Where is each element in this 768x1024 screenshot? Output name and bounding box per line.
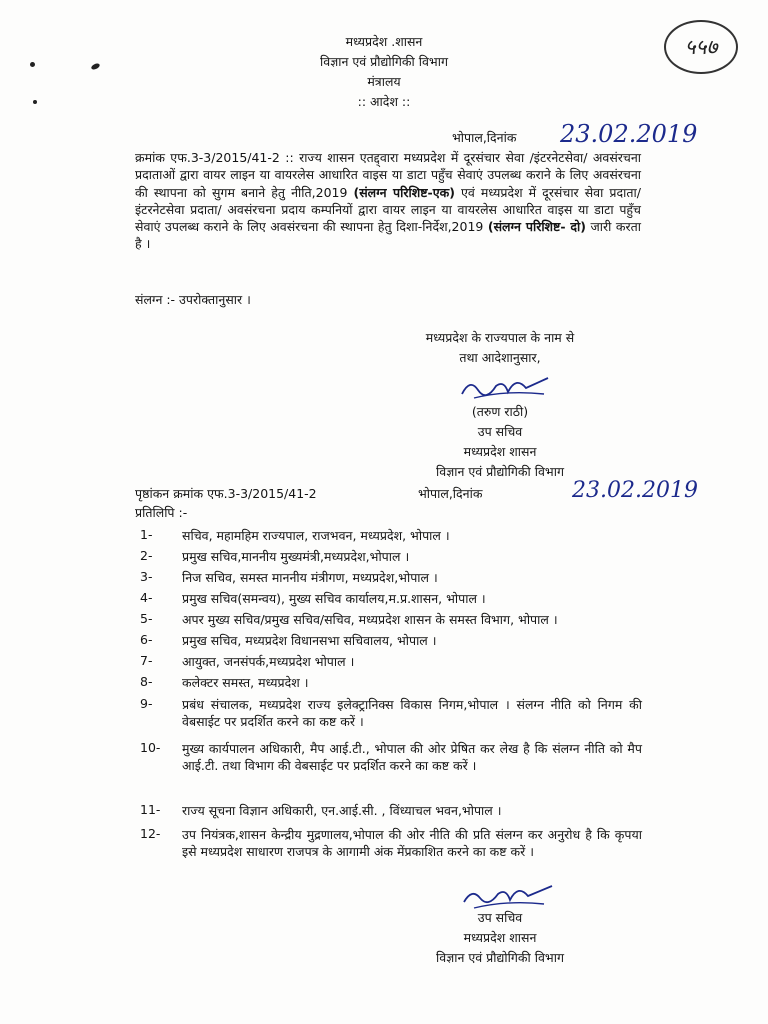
- endorsement-ref: पृष्ठांकन क्रमांक एफ.3-3/2015/41-2: [135, 486, 317, 501]
- header-department: विज्ञान एवं प्रौद्योगिकी विभाग: [320, 54, 448, 69]
- list-item: प्रमुख सचिव, मध्यप्रदेश विधानसभा सचिवालय, भोपाल ।: [182, 633, 437, 648]
- order-body-1: राज्य शासन एतद्द्वारा मध्यप्रदेश में दूरसंचार सेवा /इंटरनेटसेवा/ अवसंरचना प्रदाताओं द्वारा वायर लाइन या वायरलेस आधारित वाइस या डाटा पहुँच सेवाएं उपलब्ध कराने के लिए अवसंरचना की स्थापना को सुगम बनाने हेतु नीति,2019: [135, 150, 642, 200]
- by-order-line: तथा आदेशानुसार,: [459, 350, 541, 365]
- signatory-department: विज्ञान एवं प्रौद्योगिकी विभाग: [436, 464, 564, 479]
- scan-speck: [33, 100, 37, 104]
- scan-speck: [30, 62, 35, 67]
- order-ref: क्रमांक एफ.3-3/2015/41-2 ::: [135, 150, 294, 165]
- signatory-designation: उप सचिव: [477, 424, 523, 439]
- list-item: मुख्य कार्यपालन अधिकारी, मैप आई.टी., भोपाल की ओर प्रेषित कर लेख है कि संलग्न नीति को मैप आई.टी. तथा विभाग की वेबसाईट पर प्रदर्शित करने का कष्ट करें ।: [182, 741, 642, 773]
- list-item: अपर मुख्य सचिव/प्रमुख सचिव/सचिव, मध्यप्रदेश शासन के समस्त विभाग, भोपाल ।: [182, 612, 558, 627]
- list-item-number: 3-: [140, 569, 153, 584]
- endorsement-handwritten-date: 23.02.2019: [572, 478, 698, 503]
- list-item-number: 9-: [140, 696, 153, 711]
- header-government: मध्यप्रदेश .शासन: [345, 34, 423, 49]
- order-title: :: आदेश ::: [357, 94, 411, 109]
- enclosure-line: संलग्न :- उपरोक्तानुसार ।: [135, 292, 251, 307]
- order-body-2: एवं मध्यप्रदेश में दूरसंचार सेवा प्रदाता/ इंटरनेटसेवा प्रदाता/ अवसंरचना प्रदाय कम्पनियों द्वारा वायर लाइन या वायरलेस आधारित वाइस या डाटा पहुँच सेवाएं उपलब्ध कराने के लिए अवसंरचना की स्थापना हेतु दिशा-निर्देश,2019: [135, 184, 641, 235]
- signatory-name: (तरुण राठी): [471, 404, 529, 419]
- date-label: भोपाल,दिनांक: [452, 130, 517, 145]
- signature-scribble: [456, 368, 556, 408]
- list-item-number: 1-: [140, 527, 153, 542]
- list-item-number: 8-: [140, 674, 153, 689]
- order-body-3: जारी करता है ।: [135, 219, 641, 252]
- signatory-government: मध्यप्रदेश शासन: [463, 444, 537, 459]
- list-item-number: 11-: [140, 802, 161, 817]
- governor-name-line: मध्यप्रदेश के राज्यपाल के नाम से: [425, 330, 575, 345]
- signatory-2-designation: उप सचिव: [477, 910, 523, 925]
- list-item: प्रमुख सचिव,माननीय मुख्यमंत्री,मध्यप्रदेश,भोपाल ।: [182, 549, 410, 564]
- signatory-2-government: मध्यप्रदेश शासन: [463, 930, 537, 945]
- list-item: सचिव, महामहिम राज्यपाल, राजभवन, मध्यप्रदेश, भोपाल ।: [182, 528, 450, 543]
- list-item: कलेक्टर समस्त, मध्यप्रदेश ।: [182, 675, 309, 690]
- list-item: राज्य सूचना विज्ञान अधिकारी, एन.आई.सी. , विंध्याचल भवन,भोपाल ।: [182, 803, 502, 818]
- list-item: प्रबंध संचालक, मध्यप्रदेश राज्य इलेक्ट्रानिक्स विकास निगम,भोपाल । संलग्न नीति को निगम की वेबसाईट पर प्रदर्शित करने का कष्ट करें ।: [182, 697, 642, 729]
- list-item-number: 5-: [140, 611, 153, 626]
- list-item: आयुक्त, जनसंपर्क,मध्यप्रदेश भोपाल ।: [182, 654, 355, 669]
- list-item-number: 12-: [140, 826, 161, 841]
- list-item: निज सचिव, समस्त माननीय मंत्रीगण, मध्यप्रदेश,भोपाल ।: [182, 570, 438, 585]
- list-item: प्रमुख सचिव(समन्वय), मुख्य सचिव कार्यालय,म.प्र.शासन, भोपाल ।: [182, 591, 486, 606]
- header-ministry: मंत्रालय: [367, 74, 401, 89]
- handwritten-date: 23.02.2019: [560, 120, 698, 148]
- list-item-number: 2-: [140, 548, 153, 563]
- endorsement-date-label: भोपाल,दिनांक: [418, 486, 483, 501]
- copy-label: प्रतिलिपि :-: [135, 505, 188, 520]
- signatory-2-department: विज्ञान एवं प्रौद्योगिकी विभाग: [436, 950, 564, 965]
- scan-speck: [90, 62, 100, 70]
- list-item-number: 4-: [140, 590, 153, 605]
- order-paragraph: [135, 149, 641, 253]
- list-item: उप नियंत्रक,शासन केन्द्रीय मुद्रणालय,भोपाल की ओर नीति की प्रति संलग्न कर अनुरोध है कि कृपया इसे मध्यप्रदेश साधारण राजपत्र के आगामी अंक मेंप्रकाशित करने का कष्ट करें ।: [182, 827, 642, 859]
- annex-one: (संलग्न परिशिष्ट-एक): [353, 184, 455, 200]
- page-number-stamp: ५५७: [664, 20, 738, 74]
- list-item-number: 7-: [140, 653, 153, 668]
- list-item-number: 10-: [140, 740, 161, 755]
- list-item-number: 6-: [140, 632, 153, 647]
- annex-two: (संलग्न परिशिष्ट- दो): [487, 219, 587, 235]
